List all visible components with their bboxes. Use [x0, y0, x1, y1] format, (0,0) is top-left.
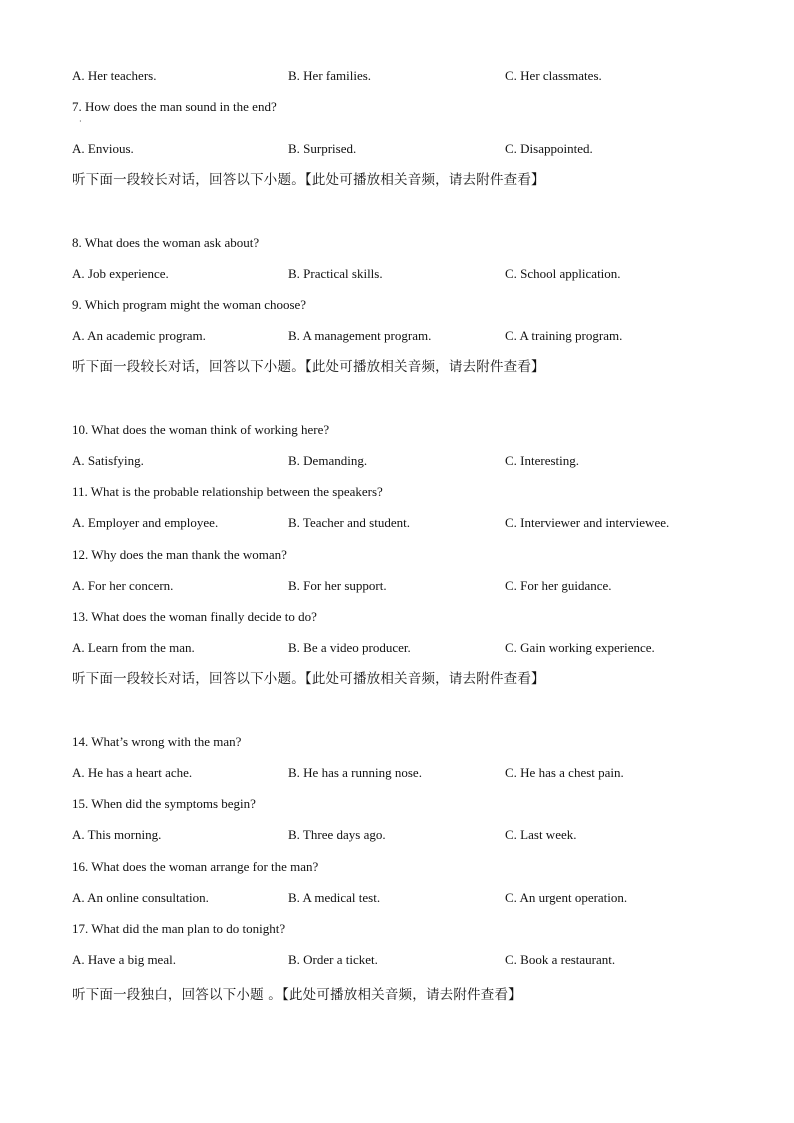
option-c: C. Interesting.	[505, 453, 580, 468]
question-16: 16. What does the woman arrange for the man?	[72, 859, 319, 874]
option-a: A. For her concern.	[72, 578, 174, 593]
option-c: C. Interviewer and interviewee.	[505, 515, 670, 530]
option-b: B. Her families.	[288, 68, 372, 83]
dot-mark: ·	[79, 117, 82, 126]
listening-instruction-monologue: 听下面一段独白，回答以下小题 。【此处可播放相关音频，请去附件查看】	[72, 987, 522, 1003]
option-b: B. Surprised.	[288, 141, 357, 156]
question-7: 7. How does the man sound in the end?	[72, 99, 277, 114]
option-b: B. Be a video producer.	[288, 640, 411, 655]
options-row-15	[72, 825, 732, 845]
option-c: C. Gain working experience.	[505, 640, 655, 655]
option-a: A. An academic program.	[72, 328, 206, 343]
option-a: A. He has a heart ache.	[72, 765, 193, 780]
option-b: B. A management program.	[288, 328, 432, 343]
question-17: 17. What did the man plan to do tonight?	[72, 921, 286, 936]
option-c: C. Disappointed.	[505, 141, 593, 156]
question-9: 9. Which program might the woman choose?	[72, 297, 307, 312]
listening-instruction: 听下面一段较长对话，回答以下小题。【此处可播放相关音频，请去附件查看】	[72, 172, 545, 188]
option-c: C. For her guidance.	[505, 578, 612, 593]
options-row-17	[72, 950, 732, 970]
option-a: A. Learn from the man.	[72, 640, 195, 655]
question-14: 14. What’s wrong with the man?	[72, 734, 242, 749]
options-row-13	[72, 638, 732, 658]
option-b: B. He has a running nose.	[288, 765, 422, 780]
option-c: C. Her classmates.	[505, 68, 602, 83]
question-10: 10. What does the woman think of working here?	[72, 422, 330, 437]
options-row-16	[72, 888, 732, 908]
option-c: C. An urgent operation.	[505, 890, 628, 905]
question-13: 13. What does the woman finally decide to do?	[72, 609, 317, 624]
options-row-11	[72, 513, 732, 533]
option-a: A. Her teachers.	[72, 68, 157, 83]
option-c: C. School application.	[505, 266, 621, 281]
option-c: C. He has a chest pain.	[505, 765, 624, 780]
option-a: A. Satisfying.	[72, 453, 144, 468]
options-row-12	[72, 576, 732, 596]
question-8: 8. What does the woman ask about?	[72, 235, 260, 250]
option-a: A. Job experience.	[72, 266, 169, 281]
option-a: A. Employer and employee.	[72, 515, 219, 530]
option-b: B. Demanding.	[288, 453, 368, 468]
listening-instruction: 听下面一段较长对话，回答以下小题。【此处可播放相关音频，请去附件查看】	[72, 359, 545, 375]
options-row-8	[72, 264, 732, 284]
option-b: B. Practical skills.	[288, 266, 383, 281]
listening-instruction: 听下面一段较长对话，回答以下小题。【此处可播放相关音频，请去附件查看】	[72, 671, 545, 687]
option-b: B. Three days ago.	[288, 827, 386, 842]
option-b: B. For her support.	[288, 578, 387, 593]
options-row-7	[72, 139, 732, 159]
option-c: C. Book a restaurant.	[505, 952, 616, 967]
option-c: C. A training program.	[505, 328, 623, 343]
option-b: B. A medical test.	[288, 890, 381, 905]
option-a: A. Have a big meal.	[72, 952, 176, 967]
option-b: B. Teacher and student.	[288, 515, 410, 530]
option-a: A. An online consultation.	[72, 890, 209, 905]
options-row-10	[72, 451, 732, 471]
option-c: C. Last week.	[505, 827, 577, 842]
question-11: 11. What is the probable relationship between the speakers?	[72, 484, 383, 499]
question-15: 15. When did the symptoms begin?	[72, 796, 256, 811]
options-row-6	[72, 66, 732, 86]
options-row-9	[72, 326, 732, 346]
option-a: A. Envious.	[72, 141, 134, 156]
option-a: A. This morning.	[72, 827, 162, 842]
option-b: B. Order a ticket.	[288, 952, 378, 967]
options-row-14	[72, 763, 732, 783]
question-12: 12. Why does the man thank the woman?	[72, 547, 287, 562]
